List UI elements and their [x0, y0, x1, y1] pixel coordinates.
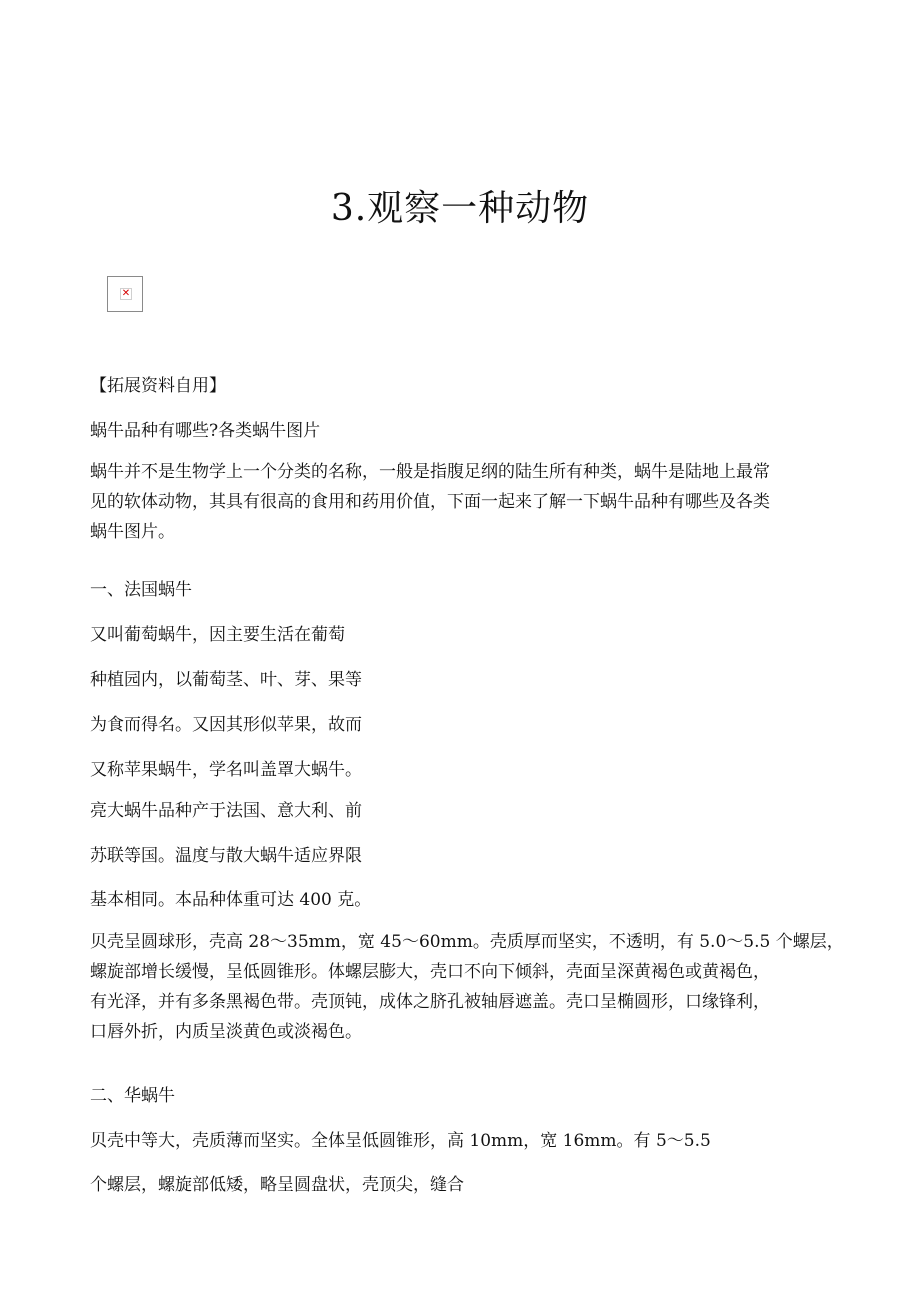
broken-image-icon: ✕ — [121, 288, 131, 299]
section1-line: 为食而得名。又因其形似苹果，故而 — [90, 715, 362, 735]
section1-line: 又称苹果蜗牛，学名叫盖罩大蜗牛。 — [90, 760, 362, 780]
image-placeholder — [107, 276, 143, 312]
desc-line: 贝壳呈圆球形，壳高 28～35mm，宽 45～60mm。壳质厚而坚实，不透明，有 5.0～5.5 个螺层， — [90, 932, 844, 952]
desc-line: 口唇外折，内质呈淡黄色或淡褐色。 — [90, 1022, 362, 1042]
desc-line: 有光泽，并有多条黑褐色带。壳顶钝，成体之脐孔被轴唇遮盖。壳口呈椭圆形，口缘锋利， — [90, 992, 770, 1012]
section2-heading: 二、华蜗牛 — [90, 1086, 175, 1106]
section1-heading: 一、法国蜗牛 — [90, 580, 192, 600]
section1-description — [90, 927, 850, 1047]
section1-line: 基本相同。本品种体重可达 400 克。 — [90, 890, 372, 910]
desc-line: 螺旋部增长缓慢，呈低圆锥形。体螺层膨大，壳口不向下倾斜，壳面呈深黄褐色或黄褐色， — [90, 962, 770, 982]
section1-line: 种植园内，以葡萄茎、叶、芽、果等 — [90, 670, 362, 690]
section1-line: 亮大蜗牛品种产于法国、意大利、前 — [90, 801, 362, 821]
section1-line: 又叫葡萄蜗牛，因主要生活在葡萄 — [90, 625, 345, 645]
subtitle: 蜗牛品种有哪些?各类蜗牛图片 — [90, 421, 321, 441]
intro-line: 见的软体动物，其具有很高的食用和药用价值，下面一起来了解一下蜗牛品种有哪些及各类 — [90, 492, 770, 512]
intro-paragraph — [90, 457, 850, 547]
section2-line: 个螺层，螺旋部低矮，略呈圆盘状，壳顶尖，缝合 — [90, 1175, 464, 1195]
intro-line: 蜗牛并不是生物学上一个分类的名称，一般是指腹足纲的陆生所有种类，蜗牛是陆地上最常 — [90, 462, 770, 482]
section1-line: 苏联等国。温度与散大蜗牛适应界限 — [90, 846, 362, 866]
section2-line: 贝壳中等大，壳质薄而坚实。全体呈低圆锥形，高 10mm，宽 16mm。有 5～5.5 — [90, 1131, 711, 1151]
section-label: 【拓展资料自用】 — [90, 376, 226, 396]
document-title: 3.观察一种动物 — [330, 188, 590, 229]
intro-line: 蜗牛图片。 — [90, 522, 175, 542]
